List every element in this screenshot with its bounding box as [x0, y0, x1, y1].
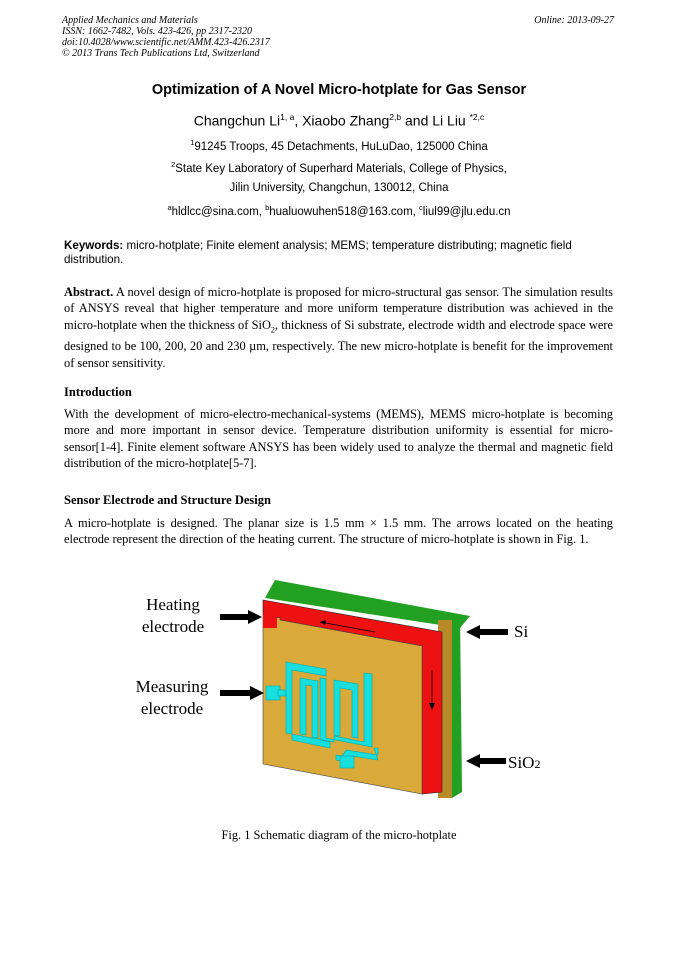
- arrow-sio2: [466, 754, 506, 768]
- label-heating-electrode: [126, 594, 220, 638]
- affiliation-1-sup: 1: [190, 138, 195, 147]
- introduction-text: With the development of micro-electro-mechanical-systems (MEMS), MEMS micro-hotplate is becoming more and more important in sensor device. Temperature distribution uniformity is essential for micro-sensor[1-4]. Finite element software ANSYS has been widely used to analyze the thermal and magnetic field distribution of the micro-hotplate[5-7].: [64, 407, 613, 470]
- figure-1: [120, 570, 580, 810]
- affiliation-2-line2: Jilin University, Changchun, 130012, China: [229, 182, 449, 194]
- label-sio2: [508, 752, 540, 775]
- email-line: [0, 203, 678, 218]
- abstract: [64, 284, 613, 371]
- author-1: Changchun Li: [193, 112, 281, 129]
- journal-header: [62, 15, 270, 59]
- affiliation-1: [0, 138, 678, 153]
- label-heating-2: electrode: [141, 617, 205, 636]
- email-b: hualuowuhen518@163.com,: [269, 205, 420, 218]
- label-measuring-electrode: [124, 676, 220, 720]
- abstract-sub: 2: [270, 325, 275, 335]
- keywords: [64, 239, 613, 267]
- label-sio2-sub: 2: [534, 757, 541, 771]
- label-sio2-text: SiO: [508, 753, 535, 772]
- author-2: , Xiaobo Zhang: [294, 112, 390, 129]
- doi-line: doi:10.4028/www.scientific.net/AMM.423-426.2317: [62, 37, 270, 48]
- paper-title: Optimization of A Novel Micro-hotplate for Gas Sensor: [151, 82, 527, 98]
- keywords-label: Keywords:: [64, 239, 124, 252]
- arrow-measuring: [220, 686, 264, 700]
- journal-name: Applied Mechanics and Materials: [62, 15, 198, 26]
- keywords-text: micro-hotplate; Finite element analysis; MEMS; temperature distributing; magnetic field distribution.: [64, 239, 572, 266]
- online-date: Online: 2013-09-27: [534, 15, 614, 26]
- abstract-text-2: , thickness of Si substrate, electrode width and electrode space were designed to be 100, 200, 20 and 230 µm, respectively. The new micro-hotplate is benefit for the improvement of sensor sensitivity.: [64, 317, 613, 370]
- author-3-sup: *2,c: [469, 112, 485, 122]
- label-measuring-2: electrode: [140, 699, 204, 718]
- author-1-sup: 1, a: [280, 112, 295, 122]
- abstract-text-1: A novel design of micro-hotplate is proposed for micro-structural gas sensor. The simulation results of ANSYS reveal that higher temperature and more uniform temperature distribution was achieved in the micro-hotplate when the thickness of SiO: [64, 285, 613, 332]
- author-line: [0, 112, 678, 129]
- email-c: liul99@jlu.edu.cn: [422, 205, 511, 218]
- author-3: and Li Liu: [401, 112, 470, 129]
- figure-caption: Fig. 1 Schematic diagram of the micro-hotplate: [221, 828, 457, 842]
- introduction-heading: Introduction: [64, 385, 132, 399]
- issn-line: ISSN: 1662-7482, Vols. 423-426, pp 2317-2320: [62, 26, 252, 37]
- affiliation-2: [0, 160, 678, 175]
- copyright-line: © 2013 Trans Tech Publications Ltd, Switzerland: [62, 48, 260, 59]
- email-a-sup: a: [167, 203, 172, 212]
- section2-text: A micro-hotplate is designed. The planar size is 1.5 mm × 1.5 mm. The arrows located on the heating electrode represent the direction of the heating current. The structure of micro-hotplate is shown in Fig. 1.: [64, 516, 613, 547]
- section2-heading: Sensor Electrode and Structure Design: [64, 493, 271, 507]
- arrow-si: [466, 625, 508, 639]
- email-a: hldlcc@sina.com,: [171, 205, 266, 218]
- email-b-sup: b: [265, 203, 270, 212]
- label-measuring-1: Measuring: [135, 677, 209, 696]
- label-heating-1: Heating: [146, 595, 200, 614]
- affiliation-2-sup: 2: [171, 160, 176, 169]
- label-si: Si: [514, 622, 529, 641]
- heater-pad: [263, 614, 277, 628]
- arrow-heating: [220, 610, 262, 624]
- author-2-sup: 2,b: [389, 112, 402, 122]
- email-c-sup: c: [419, 203, 423, 212]
- affiliation-1-text: 91245 Troops, 45 Detachments, HuLuDao, 125000 China: [194, 140, 488, 153]
- affiliation-2-text: State Key Laboratory of Superhard Materials, College of Physics,: [175, 162, 507, 175]
- abstract-label: Abstract.: [64, 285, 114, 299]
